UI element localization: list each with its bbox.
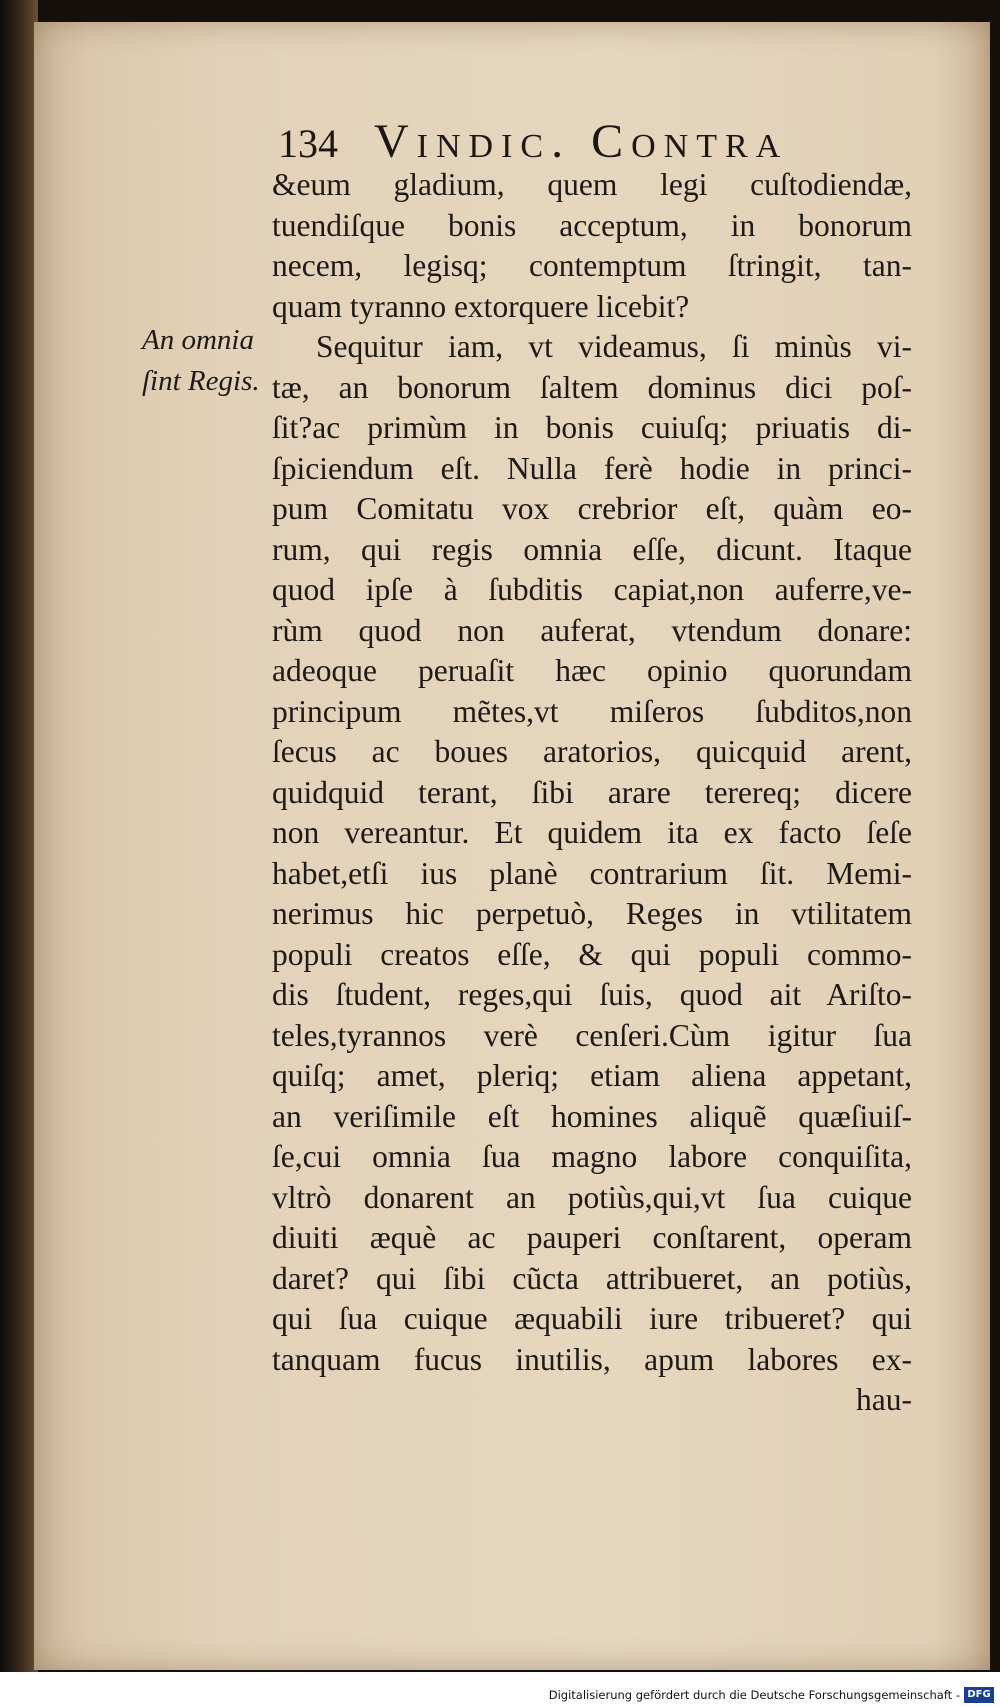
catchword: hau- [856, 1382, 912, 1417]
marginal-note [142, 320, 272, 401]
text-line: teles,tyrannos verè cenſeri.Cùm igitur ſua [272, 1017, 912, 1053]
text-line: quam tyranno extorquere licebit? [272, 288, 690, 324]
marginal-note-line-1: An omnia [142, 324, 254, 356]
text-line: rùm quod non auferat, vtendum donare: [272, 612, 912, 648]
text-line: diuiti æquè ac pauperi conſtarent, operam [272, 1220, 912, 1255]
text-line: pum Comitatu vox crebrior eſt, quàm eo- [272, 491, 912, 526]
text-line: an veriſimile eſt homines aliquẽ quæſiuiſ- [272, 1098, 912, 1134]
body-text [272, 165, 912, 1421]
page-number: 134 [278, 121, 338, 166]
text-line: ſecus ac boues aratorios, quicquid arent, [272, 734, 912, 769]
dfg-logo: DFG [964, 1687, 994, 1703]
text-line: necem, legisq; contemptum ſtringit, tan- [272, 248, 912, 283]
text-line: quiſq; amet, pleriq; etiam aliena appetant, [272, 1058, 912, 1093]
text-line: tuendiſque bonis acceptum, in bonorum [272, 207, 912, 243]
text-line: Sequitur iam, vt videamus, ſi minùs vi- [316, 329, 912, 364]
text-line: qui ſua cuique æquabili iure tribueret? qui [272, 1301, 912, 1336]
text-line: dis ſtudent, reges,qui ſuis, quod ait Ariſto- [272, 977, 912, 1012]
text-line: ſe,cui omnia ſua magno labore conquiſita, [272, 1139, 912, 1174]
text-line: nerimus hic perpetuò, Reges in vtilitatem [272, 896, 912, 931]
text-line: rum, qui regis omnia eſſe, dicunt. Itaque [272, 531, 912, 567]
text-line: tanquam fucus inutilis, apum labores ex- [272, 1341, 912, 1377]
running-title: Vindic. Contra [374, 115, 789, 168]
funding-credit: Digitalisierung gefördert durch die Deutsche Forschungsgemeinschaft - [548, 1688, 960, 1702]
text-line: habet,etſi ius planè contrarium ſit. Memi- [272, 855, 912, 891]
text-line: principum mẽtes,vt miſeros ſubditos,non [272, 693, 912, 729]
text-line: ſit?ac primùm in bonis cuiuſq; priuatis di- [272, 410, 912, 445]
text-line: quod ipſe à ſubditis capiat,non auferre,ve- [272, 572, 912, 607]
text-line: populi creatos eſſe, & qui populi commo- [272, 936, 912, 972]
running-head [278, 112, 918, 172]
text-line: quidquid terant, ſibi arare terereq; dicere [272, 774, 912, 810]
text-line: vltrò donarent an potiùs,qui,vt ſua cuique [272, 1179, 912, 1215]
text-line: daret? qui ſibi cũcta attribueret, an potiùs, [272, 1260, 912, 1296]
text-line: tæ, an bonorum ſaltem dominus dici poſ- [272, 369, 912, 405]
marginal-note-line-2: ſint Regis. [142, 364, 260, 397]
text-line: adeoque peruaſit hæc opinio quorundam [272, 653, 912, 688]
book-binding-edge [0, 0, 38, 1707]
text-line: ſpiciendum eſt. Nulla ferè hodie in princi- [272, 450, 912, 486]
text-line: &eum gladium, quem legi cuſtodiendæ, [272, 167, 912, 202]
text-line: non vereantur. Et quidem ita ex facto ſeſe [272, 815, 912, 850]
